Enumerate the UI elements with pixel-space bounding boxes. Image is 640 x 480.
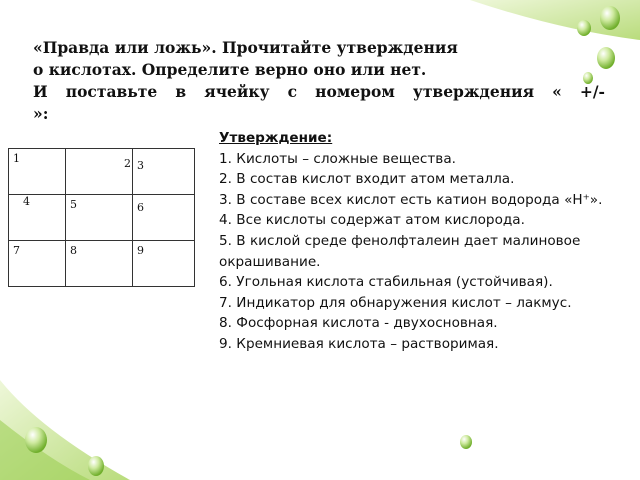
statement-item: 4. Все кислоты содержат атом кислорода. bbox=[219, 212, 525, 229]
statements-list bbox=[219, 128, 629, 355]
answer-cell-1[interactable]: 1 bbox=[9, 149, 66, 195]
statement-item: 2. В состав кислот входит атом металла. bbox=[219, 171, 515, 188]
grid-row bbox=[9, 241, 195, 287]
water-drop-icon bbox=[460, 435, 472, 449]
water-drop-icon bbox=[88, 456, 104, 476]
statements-heading: Утверждение: bbox=[219, 130, 333, 146]
statement-item: 7. Индикатор для обнаружения кислот – лакмус. bbox=[219, 294, 572, 311]
answer-cell-3[interactable]: 3 bbox=[133, 149, 195, 195]
statement-item: 9. Кремниевая кислота – растворимая. bbox=[219, 335, 499, 352]
statement-item: 6. Угольная кислота стабильная (устойчивая). bbox=[219, 274, 553, 291]
title-line: И поставьте в ячейку с номером утверждения « +/- bbox=[33, 82, 605, 101]
answer-cell-5[interactable]: 5 bbox=[66, 195, 133, 241]
water-drop-icon bbox=[600, 6, 620, 30]
title-line: «Правда или ложь». Прочитайте утверждения bbox=[33, 38, 458, 57]
statement-item: 3. В составе всех кислот есть катион водорода «Н⁺». bbox=[219, 191, 603, 208]
title-line: »: bbox=[33, 104, 49, 123]
answer-grid bbox=[8, 148, 195, 287]
water-drop-icon bbox=[577, 20, 591, 36]
title-line: о кислотах. Определите верно оно или нет. bbox=[33, 60, 427, 79]
statement-item: 5. В кислой среде фенолфталеин дает малиновое окрашивание. bbox=[219, 232, 581, 270]
answer-cell-8[interactable]: 8 bbox=[66, 241, 133, 287]
statement-item: 8. Фосфорная кислота - двухосновная. bbox=[219, 315, 498, 332]
task-title bbox=[33, 37, 605, 125]
answer-cell-6[interactable]: 6 bbox=[133, 195, 195, 241]
grid-row bbox=[9, 149, 195, 195]
statement-item: 1. Кислоты – сложные вещества. bbox=[219, 150, 456, 167]
answer-cell-7[interactable]: 7 bbox=[9, 241, 66, 287]
answer-cell-2[interactable]: 2 bbox=[66, 149, 133, 195]
grid-row bbox=[9, 195, 195, 241]
water-drop-icon bbox=[25, 427, 47, 453]
answer-cell-9[interactable]: 9 bbox=[133, 241, 195, 287]
answer-cell-4[interactable]: 4 bbox=[9, 195, 66, 241]
